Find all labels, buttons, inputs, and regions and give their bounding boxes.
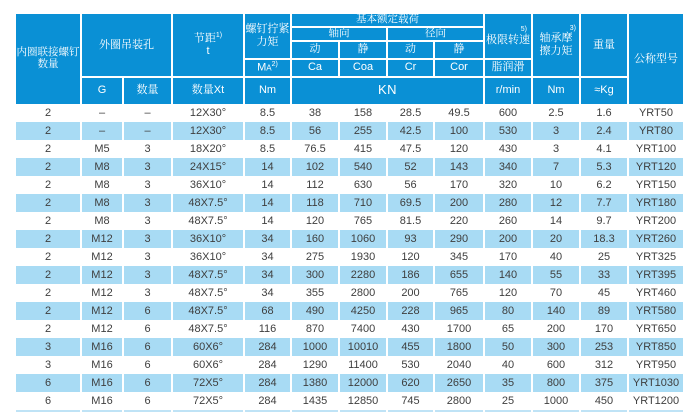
cell-limit-speed: 280	[485, 194, 531, 212]
friction-footnote-sup: 3)	[569, 25, 576, 32]
cell-tightening-torque: 34	[245, 284, 290, 302]
cell-holes-count: 3	[124, 248, 171, 266]
header-model	[629, 14, 683, 104]
header-inner-screws-label: 内圈联接螺钉数量	[16, 46, 80, 70]
cell-cr: 52	[388, 158, 433, 176]
header-pitch-symbol: t	[206, 45, 210, 58]
cell-cor: 965	[435, 302, 483, 320]
cell-thread-g: M8	[82, 158, 122, 176]
cell-weight: 450	[581, 392, 627, 412]
cell-pitch: 72X5°	[173, 392, 243, 412]
table-body	[16, 104, 683, 412]
cell-model: YRT850	[629, 338, 683, 356]
cell-thread-g: M16	[82, 374, 122, 392]
cell-limit-speed: 120	[485, 284, 531, 302]
cell-cr: 42.5	[388, 122, 433, 140]
cell-tightening-torque: 34	[245, 248, 290, 266]
cell-inner-screws: 2	[16, 284, 80, 302]
cell-ca: 300	[292, 266, 338, 284]
table-header	[16, 14, 683, 104]
cell-inner-screws: 2	[16, 302, 80, 320]
cell-coa: 255	[340, 122, 386, 140]
header-weight-label: 重量	[593, 38, 615, 51]
cell-tightening-torque: 68	[245, 302, 290, 320]
cell-model: YRT260	[629, 230, 683, 248]
cell-coa: 540	[340, 158, 386, 176]
header-ca: Ca	[292, 60, 338, 78]
cell-tightening-torque: 14	[245, 176, 290, 194]
cell-inner-screws: 2	[16, 248, 80, 266]
cell-cr: 530	[388, 356, 433, 374]
cell-weight: 375	[581, 374, 627, 392]
cell-ca: 118	[292, 194, 338, 212]
cell-tightening-torque: 8.5	[245, 122, 290, 140]
cell-cr: 120	[388, 248, 433, 266]
cell-friction-torque: 10	[533, 176, 579, 194]
cell-cor: 2800	[435, 392, 483, 412]
header-speed-label: 极限转速	[486, 33, 530, 46]
table-row	[16, 266, 683, 284]
cell-model: YRT580	[629, 302, 683, 320]
cell-coa: 2800	[340, 284, 386, 302]
header-radial-static: 静	[435, 42, 483, 60]
cell-inner-screws: 6	[16, 392, 80, 412]
speed-footnote-sup: 5)	[520, 25, 527, 33]
cell-friction-torque: 140	[533, 302, 579, 320]
cell-ca: 102	[292, 158, 338, 176]
header-friction	[533, 14, 579, 78]
cell-inner-screws: 2	[16, 212, 80, 230]
cell-holes-count: 3	[124, 140, 171, 158]
cell-model: YRT120	[629, 158, 683, 176]
cell-cr: 430	[388, 320, 433, 338]
cell-friction-torque: 55	[533, 266, 579, 284]
cell-cor: 345	[435, 248, 483, 266]
cell-model: YRT950	[629, 356, 683, 374]
cell-cr: 200	[388, 284, 433, 302]
cell-tightening-torque: 34	[245, 230, 290, 248]
cell-ca: 112	[292, 176, 338, 194]
cell-weight: 5.3	[581, 158, 627, 176]
cell-model: YRT1200	[629, 392, 683, 412]
cell-ca: 120	[292, 212, 338, 230]
cell-cr: 745	[388, 392, 433, 412]
table-row	[16, 158, 683, 176]
cell-thread-g: –	[82, 122, 122, 140]
cell-thread-g: –	[82, 104, 122, 122]
cell-model: YRT180	[629, 194, 683, 212]
header-holes-count: 数量	[124, 78, 171, 104]
cell-inner-screws: 3	[16, 356, 80, 374]
cell-tightening-torque: 284	[245, 374, 290, 392]
table-row	[16, 302, 683, 320]
cell-cor: 290	[435, 230, 483, 248]
cell-holes-count: 3	[124, 284, 171, 302]
cell-thread-g: M16	[82, 338, 122, 356]
table-row	[16, 212, 683, 230]
cell-thread-g: M12	[82, 266, 122, 284]
cell-cor: 120	[435, 140, 483, 158]
header-weight	[581, 14, 627, 78]
header-coa: Coa	[340, 60, 386, 78]
cell-limit-speed: 80	[485, 302, 531, 320]
table-row	[16, 248, 683, 266]
cell-friction-torque: 2.5	[533, 104, 579, 122]
cell-holes-count: 6	[124, 374, 171, 392]
cell-cr: 186	[388, 266, 433, 284]
header-tightening-label: 螺钉拧紧力矩	[245, 23, 290, 48]
ma-footnote-sup: 2)	[271, 61, 278, 69]
cell-cr: 620	[388, 374, 433, 392]
cell-tightening-torque: 14	[245, 194, 290, 212]
cell-thread-g: M16	[82, 356, 122, 374]
cell-limit-speed: 35	[485, 374, 531, 392]
cell-thread-g: M12	[82, 230, 122, 248]
cell-pitch: 48X7.5°	[173, 266, 243, 284]
header-weight-unit: ≈Kg	[581, 78, 627, 104]
cell-limit-speed: 40	[485, 356, 531, 374]
cell-weight: 9.7	[581, 212, 627, 230]
table-row	[16, 194, 683, 212]
cell-inner-screws: 6	[16, 374, 80, 392]
cell-inner-screws: 2	[16, 266, 80, 284]
cell-weight: 1.6	[581, 104, 627, 122]
cell-limit-speed: 600	[485, 104, 531, 122]
cell-model: YRT50	[629, 104, 683, 122]
pitch-footnote-sup: 1)	[215, 32, 223, 40]
cell-coa: 1930	[340, 248, 386, 266]
cell-tightening-torque: 284	[245, 338, 290, 356]
cell-coa: 11400	[340, 356, 386, 374]
header-load-unit: KN	[292, 78, 483, 104]
cell-cor: 143	[435, 158, 483, 176]
cell-tightening-torque: 14	[245, 158, 290, 176]
cell-inner-screws: 2	[16, 158, 80, 176]
cell-cor: 49.5	[435, 104, 483, 122]
table-row	[16, 356, 683, 374]
cell-holes-count: 6	[124, 302, 171, 320]
cell-coa: 4250	[340, 302, 386, 320]
cell-holes-count: 3	[124, 266, 171, 284]
cell-weight: 45	[581, 284, 627, 302]
header-load-group	[292, 14, 483, 28]
cell-cor: 100	[435, 122, 483, 140]
cell-cr: 93	[388, 230, 433, 248]
cell-tightening-torque: 284	[245, 356, 290, 374]
bearing-spec-table	[14, 14, 685, 412]
cell-model: YRT1030	[629, 374, 683, 392]
cell-pitch: 36X10°	[173, 176, 243, 194]
cell-ca: 275	[292, 248, 338, 266]
table-row	[16, 320, 683, 338]
cell-weight: 170	[581, 320, 627, 338]
cell-pitch: 36X10°	[173, 248, 243, 266]
cell-friction-torque: 1000	[533, 392, 579, 412]
cell-friction-torque: 14	[533, 212, 579, 230]
table-row	[16, 284, 683, 302]
cell-thread-g: M12	[82, 284, 122, 302]
cell-coa: 2280	[340, 266, 386, 284]
cell-tightening-torque: 284	[245, 392, 290, 412]
cell-inner-screws: 2	[16, 194, 80, 212]
cell-pitch: 48X7.5°	[173, 212, 243, 230]
cell-weight: 25	[581, 248, 627, 266]
header-friction-unit: Nm	[533, 78, 579, 104]
cell-holes-count: 6	[124, 392, 171, 412]
cell-cor: 2650	[435, 374, 483, 392]
cell-cr: 56	[388, 176, 433, 194]
cell-holes-count: 3	[124, 176, 171, 194]
cell-weight: 18.3	[581, 230, 627, 248]
table-row	[16, 338, 683, 356]
cell-coa: 12850	[340, 392, 386, 412]
cell-holes-count: 3	[124, 194, 171, 212]
header-speed	[485, 14, 531, 60]
header-model-label: 公称型号	[634, 52, 678, 65]
cell-cor: 1700	[435, 320, 483, 338]
cell-thread-g: M8	[82, 176, 122, 194]
cell-inner-screws: 2	[16, 320, 80, 338]
cell-friction-torque: 70	[533, 284, 579, 302]
cell-ca: 1435	[292, 392, 338, 412]
cell-coa: 158	[340, 104, 386, 122]
cell-ca: 1380	[292, 374, 338, 392]
header-axial-static: 静	[340, 42, 386, 60]
cell-limit-speed: 260	[485, 212, 531, 230]
cell-thread-g: M12	[82, 302, 122, 320]
cell-cor: 2040	[435, 356, 483, 374]
cell-limit-speed: 320	[485, 176, 531, 194]
header-ma-unit: Nm	[245, 78, 290, 104]
cell-inner-screws: 3	[16, 338, 80, 356]
cell-holes-count: 3	[124, 212, 171, 230]
header-ma-symbol: MA$^{2)}$	[245, 60, 290, 78]
cell-ca: 56	[292, 122, 338, 140]
cell-friction-torque: 3	[533, 122, 579, 140]
cell-limit-speed: 170	[485, 248, 531, 266]
cell-pitch: 48X7.5°	[173, 302, 243, 320]
cell-pitch: 48X7.5°	[173, 284, 243, 302]
cell-thread-g: M8	[82, 194, 122, 212]
cell-limit-speed: 25	[485, 392, 531, 412]
cell-pitch: 48X7.5°	[173, 320, 243, 338]
cell-friction-torque: 20	[533, 230, 579, 248]
header-outer-holes-label: 外圈吊装孔	[99, 38, 154, 51]
cell-tightening-torque: 14	[245, 212, 290, 230]
header-radial-dynamic: 动	[388, 42, 433, 60]
cell-ca: 160	[292, 230, 338, 248]
cell-holes-count: 3	[124, 230, 171, 248]
header-outer-holes	[82, 14, 171, 78]
cell-thread-g: M8	[82, 212, 122, 230]
cell-cor: 200	[435, 194, 483, 212]
cell-holes-count: 6	[124, 338, 171, 356]
cell-holes-count: 3	[124, 158, 171, 176]
table-row	[16, 230, 683, 248]
cell-holes-count: –	[124, 104, 171, 122]
cell-cr: 228	[388, 302, 433, 320]
cell-limit-speed: 430	[485, 140, 531, 158]
cell-cor: 220	[435, 212, 483, 230]
table-row	[16, 104, 683, 122]
cell-inner-screws: 2	[16, 140, 80, 158]
cell-coa: 415	[340, 140, 386, 158]
cell-thread-g: M5	[82, 140, 122, 158]
cell-pitch: 36X10°	[173, 230, 243, 248]
cell-coa: 1060	[340, 230, 386, 248]
header-pitch-label: 节距$^{1)}$	[193, 32, 223, 45]
cell-ca: 870	[292, 320, 338, 338]
cell-model: YRT200	[629, 212, 683, 230]
cell-thread-g: M12	[82, 248, 122, 266]
table-row	[16, 122, 683, 140]
cell-coa: 10010	[340, 338, 386, 356]
cell-tightening-torque: 34	[245, 266, 290, 284]
cell-ca: 76.5	[292, 140, 338, 158]
cell-cr: 455	[388, 338, 433, 356]
cell-weight: 2.4	[581, 122, 627, 140]
cell-friction-torque: 3	[533, 140, 579, 158]
cell-weight: 4.1	[581, 140, 627, 158]
cell-thread-g: M16	[82, 392, 122, 412]
cell-pitch: 12X30°	[173, 122, 243, 140]
cell-holes-count: 6	[124, 320, 171, 338]
cell-pitch: 12X30°	[173, 104, 243, 122]
cell-limit-speed: 65	[485, 320, 531, 338]
cell-friction-torque: 200	[533, 320, 579, 338]
cell-weight: 253	[581, 338, 627, 356]
cell-limit-speed: 340	[485, 158, 531, 176]
cell-model: YRT100	[629, 140, 683, 158]
cell-coa: 12000	[340, 374, 386, 392]
cell-tightening-torque: 8.5	[245, 104, 290, 122]
cell-cor: 655	[435, 266, 483, 284]
ma-subscript: A	[266, 63, 272, 73]
cell-ca: 490	[292, 302, 338, 320]
cell-holes-count: –	[124, 122, 171, 140]
cell-pitch: 60X6°	[173, 356, 243, 374]
header-load-axial: 轴向	[292, 28, 386, 42]
cell-inner-screws: 2	[16, 122, 80, 140]
header-tightening	[245, 14, 290, 60]
cell-pitch: 18X20°	[173, 140, 243, 158]
cell-friction-torque: 40	[533, 248, 579, 266]
cell-pitch: 60X6°	[173, 338, 243, 356]
cell-inner-screws: 2	[16, 230, 80, 248]
cell-model: YRT395	[629, 266, 683, 284]
cell-friction-torque: 600	[533, 356, 579, 374]
cell-model: YRT460	[629, 284, 683, 302]
header-pitch-count-x-t: 数量Xt	[173, 78, 243, 104]
cell-ca: 1290	[292, 356, 338, 374]
cell-ca: 1000	[292, 338, 338, 356]
cell-tightening-torque: 116	[245, 320, 290, 338]
header-speed-unit: r/min	[485, 78, 531, 104]
header-pitch	[173, 14, 243, 78]
header-friction-label: 轴承摩擦力矩	[539, 32, 573, 57]
cell-holes-count: 6	[124, 356, 171, 374]
table-row	[16, 140, 683, 158]
cell-model: YRT650	[629, 320, 683, 338]
cell-coa: 7400	[340, 320, 386, 338]
cell-pitch: 72X5°	[173, 374, 243, 392]
cell-ca: 38	[292, 104, 338, 122]
cell-model: YRT150	[629, 176, 683, 194]
cell-weight: 89	[581, 302, 627, 320]
cell-model: YRT80	[629, 122, 683, 140]
cell-limit-speed: 140	[485, 266, 531, 284]
header-load-label: 基本额定载荷	[356, 14, 419, 25]
cell-cr: 81.5	[388, 212, 433, 230]
cell-limit-speed: 200	[485, 230, 531, 248]
cell-friction-torque: 800	[533, 374, 579, 392]
cell-friction-torque: 12	[533, 194, 579, 212]
header-axial-dynamic: 动	[292, 42, 338, 60]
cell-inner-screws: 2	[16, 104, 80, 122]
cell-limit-speed: 50	[485, 338, 531, 356]
cell-cor: 170	[435, 176, 483, 194]
cell-weight: 312	[581, 356, 627, 374]
cell-friction-torque: 7	[533, 158, 579, 176]
cell-cr: 47.5	[388, 140, 433, 158]
cell-pitch: 48X7.5°	[173, 194, 243, 212]
header-cr: Cr	[388, 60, 433, 78]
cell-model: YRT325	[629, 248, 683, 266]
cell-thread-g: M12	[82, 320, 122, 338]
header-grease-lubrication: 脂润滑	[485, 60, 531, 78]
table-row	[16, 176, 683, 194]
cell-coa: 710	[340, 194, 386, 212]
cell-weight: 7.7	[581, 194, 627, 212]
cell-pitch: 24X15°	[173, 158, 243, 176]
cell-cor: 1800	[435, 338, 483, 356]
header-inner-screws	[16, 14, 80, 104]
cell-coa: 765	[340, 212, 386, 230]
cell-cr: 28.5	[388, 104, 433, 122]
table-row	[16, 392, 683, 412]
cell-weight: 6.2	[581, 176, 627, 194]
cell-weight: 33	[581, 266, 627, 284]
cell-friction-torque: 300	[533, 338, 579, 356]
cell-cr: 69.5	[388, 194, 433, 212]
header-cor: Cor	[435, 60, 483, 78]
cell-limit-speed: 530	[485, 122, 531, 140]
cell-tightening-torque: 8.5	[245, 140, 290, 158]
header-thread-g: G	[82, 78, 122, 104]
cell-coa: 630	[340, 176, 386, 194]
cell-ca: 355	[292, 284, 338, 302]
cell-cor: 765	[435, 284, 483, 302]
header-load-radial: 径向	[388, 28, 483, 42]
cell-inner-screws: 2	[16, 176, 80, 194]
table-row	[16, 374, 683, 392]
